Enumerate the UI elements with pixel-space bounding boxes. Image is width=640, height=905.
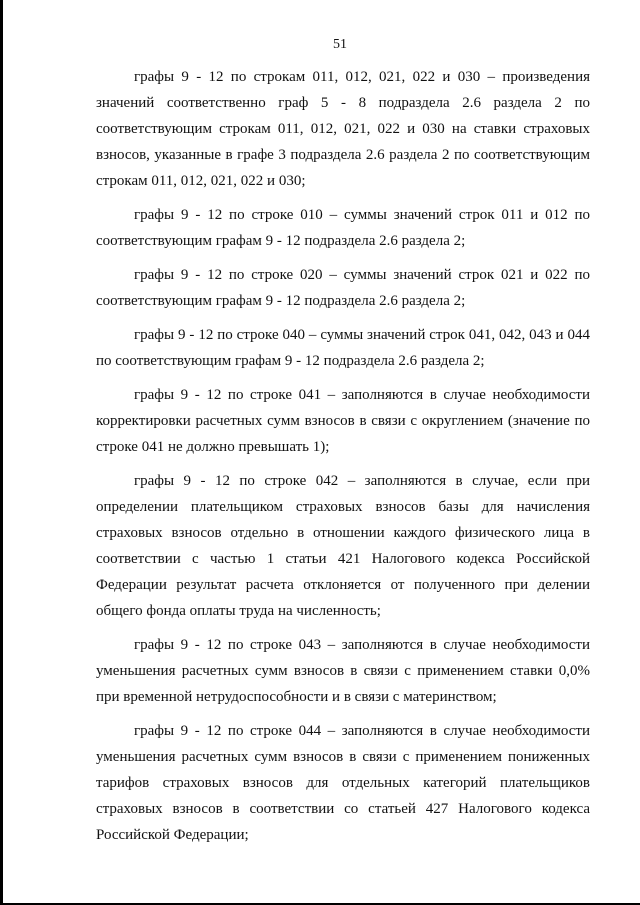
paragraph-row-043: графы 9 - 12 по строке 043 – заполняются в случае необходимости уменьшения расчетных сумм взносов в связи с применением ставки 0,0% при временной нетрудоспособности и в связи с материнством; xyxy=(96,637,590,705)
paragraph-row-044: графы 9 - 12 по строке 044 – заполняются в случае необходимости уменьшения расчетных сумм взносов в связи с применением пониженных тарифов страховых взносов для отдельных категорий плательщиков страховых взносов в соответствии со статьей 427 Налогового кодекса Российской Федерации; xyxy=(96,723,590,843)
paragraph-row-010: графы 9 - 12 по строке 010 – суммы значений строк 011 и 012 по соответствующим графам 9 - 12 подраздела 2.6 раздела 2; xyxy=(96,207,590,249)
paragraph-row-020: графы 9 - 12 по строке 020 – суммы значений строк 021 и 022 по соответствующим графам 9 - 12 подраздела 2.6 раздела 2; xyxy=(96,267,590,309)
paragraph-row-041: графы 9 - 12 по строке 041 – заполняются в случае необходимости корректировки расчетных сумм взносов в связи с округлением (значение по строке 041 не должно превышать 1); xyxy=(96,387,590,455)
paragraph-row-042: графы 9 - 12 по строке 042 – заполняются в случае, если при определении плательщиком страховых взносов базы для начисления страховых взносов отдельно в отношении каждого физического лица в соответствии с частью 1 статьи 421 Налогового кодекса Российской Федерации результат расчета отклоняется от полученного при делении общего фонда оплаты труда на численность; xyxy=(96,473,590,619)
paragraph-rows-011-030: графы 9 - 12 по строкам 011, 012, 021, 022 и 030 – произведения значений соответственно граф 5 - 8 подраздела 2.6 раздела 2 по соответствующим строкам 011, 012, 021, 022 и 030 на ставки страховых взносов, указанные в графе 3 подраздела 2.6 раздела 2 по соответствующим строкам 011, 012, 021, 022 и 030; xyxy=(96,69,590,189)
page-body xyxy=(96,64,590,856)
page-number: 51 xyxy=(333,37,347,52)
paragraph-row-040: графы 9 - 12 по строке 040 – суммы значений строк 041, 042, 043 и 044 по соответствующим графам 9 - 12 подраздела 2.6 раздела 2; xyxy=(96,327,590,369)
scan-edge-left xyxy=(0,0,3,905)
